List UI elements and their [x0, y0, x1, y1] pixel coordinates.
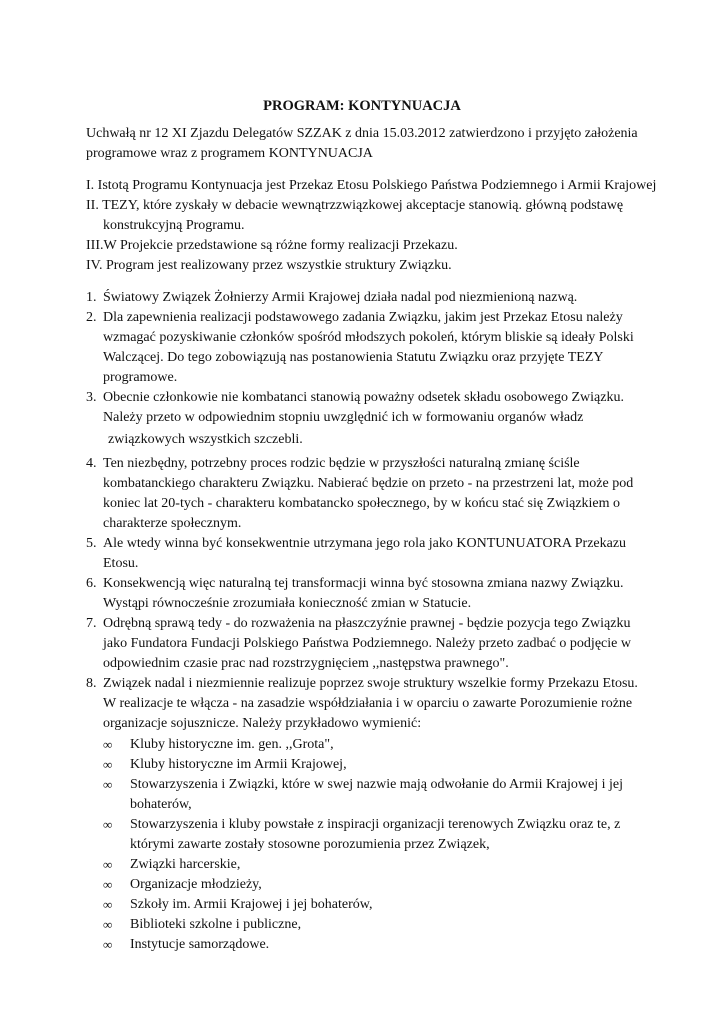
roman-item-i: I. Istotą Programu Kontynuacja jest Przekaz Etosu Polskiego Państwa Podziemnego i Armii Krajowej [86, 178, 657, 193]
point-6-line: Wystąpi równocześnie zrozumiała konieczność zmian w Statucie. [103, 596, 472, 611]
point-3-line: Należy przeto w odpowiednim stopniu uwzględnić ich w formowaniu organów władz [103, 410, 584, 425]
infinity-bullet-icon: ∞ [103, 757, 113, 772]
list-number: 2. [86, 310, 97, 325]
infinity-bullet-icon: ∞ [103, 917, 113, 932]
point-4-line: Ten niezbędny, potrzebny proces rodzic będzie w przyszłości naturalną zmianę ściśle [103, 456, 580, 471]
list-item: Kluby historyczne im. gen. ,,Grota", [130, 737, 334, 752]
point-2-line: programowe. [103, 370, 178, 385]
point-5-line: Etosu. [103, 556, 139, 571]
roman-item-ii-cont: konstrukcyjną Programu. [103, 218, 245, 233]
list-item: Związki harcerskie, [130, 857, 241, 872]
page-title: PROGRAM: KONTYNUACJA [263, 98, 461, 114]
point-4-line: charakterze społecznym. [103, 516, 242, 531]
point-3-line: związkowych wszystkich szczebli. [108, 432, 303, 447]
roman-item-iv: IV. Program jest realizowany przez wszystkie struktury Związku. [86, 258, 452, 273]
infinity-bullet-icon: ∞ [103, 817, 113, 832]
point-7-line: Odrębną sprawą tedy - do rozważenia na płaszczyźnie prawnej - będzie pozycja tego Związku [103, 616, 631, 631]
list-number: 8. [86, 676, 97, 691]
list-item: Instytucje samorządowe. [130, 937, 270, 952]
list-item: Kluby historyczne im Armii Krajowej, [130, 757, 347, 772]
infinity-bullet-icon: ∞ [103, 857, 113, 872]
list-item: Szkoły im. Armii Krajowej i jej bohaterów, [130, 897, 373, 912]
list-number: 1. [86, 290, 97, 305]
point-7-line: jako Fundatora Fundacji Polskiego Państwa Podziemnego. Należy przeto zadbać o podjęcie w [103, 636, 631, 651]
point-5-line: Ale wtedy winna być konsekwentnie utrzymana jego rola jako KONTUNUATORA Przekazu [103, 536, 627, 551]
point-1-line: Światowy Związek Żołnierzy Armii Krajowej działa nadal pod niezmienioną nazwą. [103, 290, 578, 305]
point-2-line: Walczącej. Do tego zobowiązują nas postanowienia Statutu Związku oraz przyjęte TEZY [103, 350, 604, 365]
point-7-line: odpowiednim czasie prac nad rozstrzygnięciem ,,następstwa prawnego". [103, 656, 509, 671]
intro-line: programowe wraz z programem KONTYNUACJA [86, 146, 373, 161]
point-8-line: organizacje sojusznicze. Należy przykładowo wymienić: [103, 716, 422, 731]
list-number: 5. [86, 536, 97, 551]
infinity-bullet-icon: ∞ [103, 877, 113, 892]
list-item-cont: bohaterów, [130, 797, 192, 812]
roman-item-ii: II. TEZY, które zyskały w debacie wewnątrzzwiązkowej akceptacje stanowią. główną podstawę [86, 198, 624, 213]
point-2-line: Dla zapewnienia realizacji podstawowego zadania Związku, jakim jest Przekaz Etosu należy [103, 310, 623, 325]
list-item: Stowarzyszenia i kluby powstałe z inspiracji organizacji terenowych Związku oraz te, z [130, 817, 621, 832]
list-number: 6. [86, 576, 97, 591]
point-6-line: Konsekwencją więc naturalną tej transformacji winna być stosowna zmiana nazwy Związku. [103, 576, 624, 591]
point-4-line: koniec lat 20-tych - charakteru kombatancko społecznego, by w końcu stać się Związkiem o [103, 496, 621, 511]
point-4-line: kombatanckiego charakteru Związku. Nabierać będzie on przeto - na przestrzeni lat, może pod [103, 476, 634, 491]
list-item: Biblioteki szkolne i publiczne, [130, 917, 302, 932]
point-3-line: Obecnie członkowie nie kombatanci stanowią poważny odsetek składu osobowego Związku. [103, 390, 624, 405]
infinity-bullet-icon: ∞ [103, 897, 113, 912]
infinity-bullet-icon: ∞ [103, 777, 113, 792]
point-2-line: wzmagać pozyskiwanie członków spośród młodszych pokoleń, którym bliskie są ideały Polski [103, 330, 634, 345]
intro-line: Uchwałą nr 12 XI Zjazdu Delegatów SZZAK z dnia 15.03.2012 zatwierdzono i przyjęto założenia [86, 126, 638, 141]
list-number: 3. [86, 390, 97, 405]
list-number: 4. [86, 456, 97, 471]
list-number: 7. [86, 616, 97, 631]
infinity-bullet-icon: ∞ [103, 937, 113, 952]
roman-item-iii: III.W Projekcie przedstawione są różne formy realizacji Przekazu. [86, 238, 458, 253]
list-item: Stowarzyszenia i Związki, które w swej nazwie mają odwołanie do Armii Krajowej i jej [130, 777, 623, 792]
point-8-line: Związek nadal i niezmiennie realizuje poprzez swoje struktury wszelkie formy Przekazu Etosu. [103, 676, 638, 691]
list-item-cont: którymi zawarte zostały stosowne porozumienia przez Związek, [130, 837, 490, 852]
list-item: Organizacje młodzieży, [130, 877, 262, 892]
point-8-line: W realizacje te włącza - na zasadzie współdziałania i w oparciu o zawarte Porozumienie rożne [103, 696, 633, 711]
infinity-bullet-icon: ∞ [103, 737, 113, 752]
